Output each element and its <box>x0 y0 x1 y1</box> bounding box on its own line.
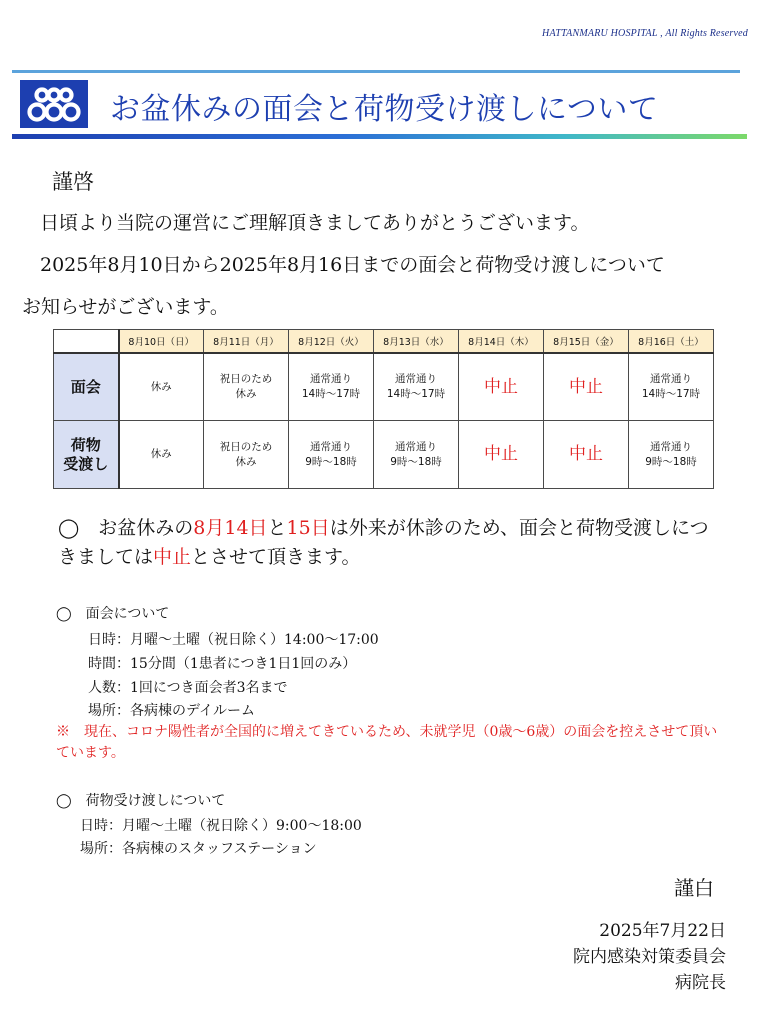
schedule-cell <box>204 421 289 489</box>
visit-place: 場所：各病棟のデイルーム <box>88 703 256 719</box>
date-header: 8月12日（火） <box>289 330 374 354</box>
visit-days: 日時：月曜～土曜（祝日除く）14:00～17:00 <box>88 632 379 648</box>
intro-paragraph-3: お知らせがございます。 <box>22 296 229 318</box>
hospital-logo-icon <box>20 80 88 128</box>
date-header: 8月10日（日） <box>119 330 204 354</box>
cell-line-1: 中止 <box>484 444 518 464</box>
date-header: 8月15日（金） <box>544 330 629 354</box>
visit-row <box>54 353 714 421</box>
schedule-cell <box>374 421 459 489</box>
schedule-cell <box>289 353 374 421</box>
notice-text: ◯ お盆休みの <box>58 517 194 539</box>
signature-role: 病院長 <box>675 973 726 993</box>
cell-line-2: 休み <box>235 455 257 468</box>
cell-line-1: 休み <box>150 380 172 393</box>
schedule-cell-cancelled <box>544 421 629 489</box>
cell-line-1: 中止 <box>569 444 603 464</box>
closing-word: 謹白 <box>674 876 714 900</box>
signature-date: 2025年7月22日 <box>599 921 726 941</box>
row-label: 荷物 <box>70 435 101 454</box>
intro-paragraph-2: 2025年8月10日から2025年8月16日までの面会と荷物受け渡しについて <box>40 254 665 276</box>
cell-line-2: 休み <box>235 388 257 400</box>
schedule-cell-cancelled <box>459 421 544 489</box>
closure-notice <box>58 514 718 572</box>
schedule-cell <box>629 353 714 421</box>
cell-line-2: 14時～17時 <box>386 388 446 400</box>
row-header-package <box>54 421 119 489</box>
cell-line-1: 通常通り <box>650 373 692 385</box>
cell-line-1: 休み <box>150 448 172 460</box>
cell-line-1: 中止 <box>484 376 518 397</box>
schedule-cell <box>204 353 289 421</box>
package-section-heading: ◯ 荷物受け渡しについて <box>56 793 226 809</box>
schedule-cell <box>629 421 714 489</box>
visit-section-heading: ◯ 面会について <box>56 606 170 622</box>
date-header: 8月14日（木） <box>459 330 544 354</box>
cell-line-1: 通常通り <box>395 373 437 385</box>
row-label: 面会 <box>70 377 101 396</box>
cell-line-2: 14時～17時 <box>301 388 361 400</box>
row-label-2: 受渡し <box>63 454 109 473</box>
cell-line-2: 9時～18時 <box>390 455 442 468</box>
greeting: 謹啓 <box>52 170 94 194</box>
notice-cancel-highlight: 中止 <box>153 546 192 568</box>
row-header-visit <box>54 353 119 421</box>
header-top-rule <box>12 70 740 73</box>
schedule-cell <box>289 421 374 489</box>
schedule-cell <box>374 353 459 421</box>
schedule-cell <box>119 421 204 489</box>
cell-line-1: 祝日のため <box>219 373 273 385</box>
notice-date-highlight: 15日 <box>286 517 330 539</box>
schedule-table <box>53 329 714 489</box>
page-title: お盆休みの面会と荷物受け渡しについて <box>110 92 659 127</box>
cell-line-2: 9時～18時 <box>645 455 697 468</box>
package-place: 場所：各病棟のスタッフステーション <box>80 841 317 857</box>
schedule-cell-cancelled <box>459 353 544 421</box>
notice-text: と <box>267 517 287 539</box>
cell-line-1: 通常通り <box>310 373 352 385</box>
package-days: 日時：月曜～土曜（祝日除く）9:00～18:00 <box>80 818 362 834</box>
schedule-header-row <box>54 330 714 354</box>
cell-line-1: 通常通り <box>310 440 352 453</box>
date-header: 8月11日（月） <box>204 330 289 354</box>
cell-line-1: 中止 <box>569 376 603 397</box>
schedule-cell <box>119 353 204 421</box>
intro-paragraph-1: 日頃より当院の運営にご理解頂きましてありがとうございます。 <box>40 212 590 234</box>
cell-line-1: 通常通り <box>395 440 437 453</box>
table-corner <box>54 330 119 354</box>
cell-line-2: 14時～17時 <box>641 388 701 400</box>
notice-date-highlight: 8月14日 <box>193 517 268 539</box>
copyright-text: HATTANMARU HOSPITAL , All Rights Reserved <box>542 28 748 39</box>
header-bottom-rule <box>12 134 747 139</box>
package-row <box>54 421 714 489</box>
notice-text: は外来が休診のため、面会と荷物受渡しにつきましては <box>58 517 709 568</box>
date-header: 8月13日（水） <box>374 330 459 354</box>
notice-text: とさせて頂きます。 <box>191 546 361 568</box>
schedule-cell-cancelled <box>544 353 629 421</box>
cell-line-2: 9時～18時 <box>305 455 357 468</box>
visit-duration: 時間：15分間（1患者につき1日1回のみ） <box>88 656 357 672</box>
cell-line-1: 祝日のため <box>219 440 273 453</box>
date-header: 8月16日（土） <box>629 330 714 354</box>
covid-warning: ※ 現在、コロナ陽性者が全国的に増えてきているため、未就学児（0歳～6歳）の面会を控えさせて頂いています。 <box>56 724 718 761</box>
cell-line-1: 通常通り <box>650 440 692 453</box>
visit-people: 人数：1回につき面会者3名まで <box>88 680 288 696</box>
signature-organization: 院内感染対策委員会 <box>573 947 726 967</box>
